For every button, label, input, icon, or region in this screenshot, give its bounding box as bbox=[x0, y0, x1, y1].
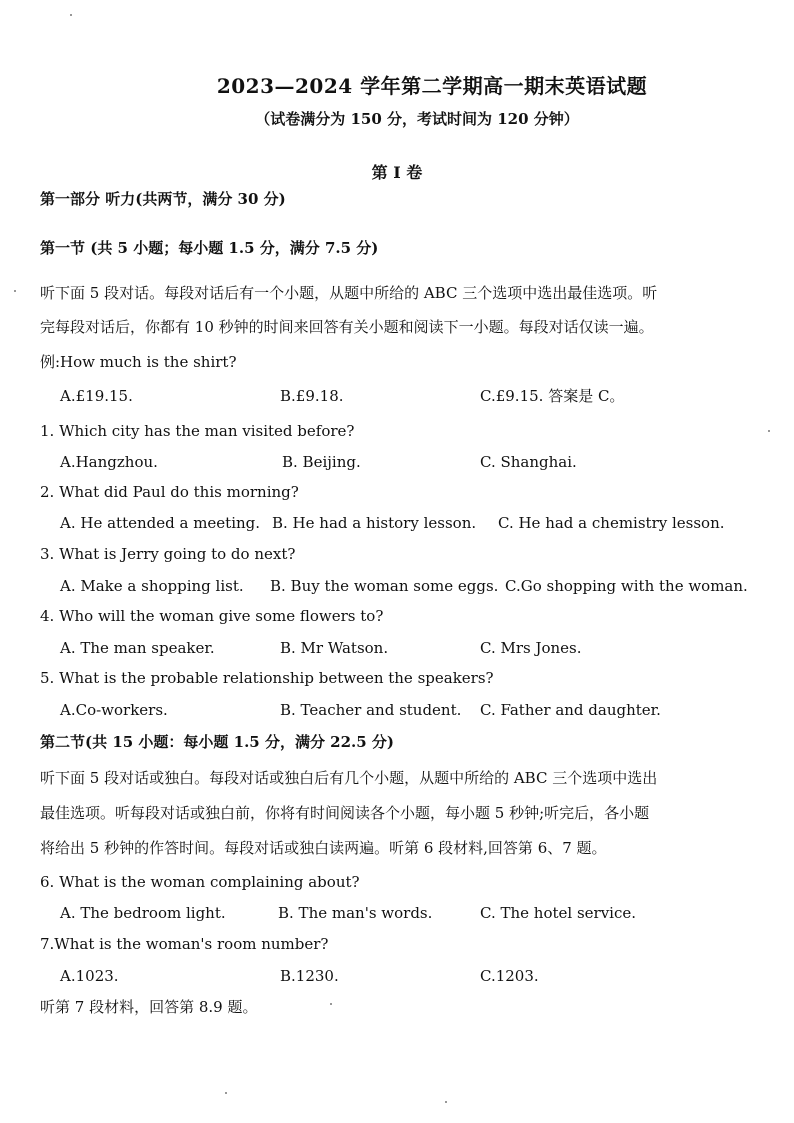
option-a: A.Co-workers. bbox=[60, 701, 168, 719]
question-6-options bbox=[0, 902, 794, 924]
question-4-options bbox=[0, 637, 794, 659]
question-7: 7.What is the woman's room number? bbox=[40, 935, 329, 953]
scan-speck bbox=[330, 1003, 332, 1005]
option-b: B.£9.18. bbox=[280, 387, 344, 405]
scan-speck bbox=[14, 290, 16, 292]
option-b: B. He had a history lesson. bbox=[272, 514, 477, 532]
option-c: C.1203. bbox=[480, 967, 539, 985]
question-1: 1. Which city has the man visited before? bbox=[40, 422, 355, 440]
option-c: C.Go shopping with the woman. bbox=[505, 577, 748, 595]
instruction-line: 听下面 5 段对话或独白。每段对话或独白后有几个小题，从题中所给的 ABC 三个选项中选出 bbox=[40, 769, 658, 787]
question-6: 6. What is the woman complaining about? bbox=[40, 873, 360, 891]
scan-speck bbox=[70, 14, 72, 16]
instruction-line: 将给出 5 秒钟的作答时间。每段对话或独白读两遍。听第 6 段材料,回答第 6、7 题。 bbox=[40, 839, 607, 857]
option-a: A. He attended a meeting. bbox=[60, 514, 261, 532]
question-4: 4. Who will the woman give some flowers to? bbox=[40, 607, 384, 625]
exam-info: （试卷满分为 150 分，考试时间为 120 分钟） bbox=[255, 110, 579, 128]
option-c: C. The hotel service. bbox=[480, 904, 637, 922]
part1-heading: 第一部分 听力(共两节，满分 30 分) bbox=[40, 190, 286, 208]
scan-speck bbox=[445, 1101, 447, 1103]
question-5: 5. What is the probable relationship between the speakers? bbox=[40, 669, 494, 687]
option-b: B.1230. bbox=[280, 967, 339, 985]
question-5-options bbox=[0, 699, 794, 721]
section1-heading: 第一节 (共 5 小题；每小题 1.5 分，满分 7.5 分) bbox=[40, 239, 379, 257]
question-1-options bbox=[0, 451, 794, 473]
option-a: A. The man speaker. bbox=[60, 639, 215, 657]
example-question: 例:How much is the shirt? bbox=[40, 353, 237, 371]
option-a: A.1023. bbox=[60, 967, 119, 985]
option-a: A.Hangzhou. bbox=[60, 453, 158, 471]
option-c: C.£9.15. 答案是 C。 bbox=[480, 387, 625, 405]
option-a: A. Make a shopping list. bbox=[60, 577, 244, 595]
closing-instruction: 听第 7 段材料，回答第 8.9 题。 bbox=[40, 998, 258, 1016]
option-a: A. The bedroom light. bbox=[60, 904, 226, 922]
option-c: C. Mrs Jones. bbox=[480, 639, 582, 657]
scan-speck bbox=[768, 430, 770, 432]
instruction-line: 完每段对话后，你都有 10 秒钟的时间来回答有关小题和阅读下一小题。每段对话仅读一遍。 bbox=[40, 318, 654, 336]
question-2-options bbox=[0, 512, 794, 534]
option-b: B. Beijing. bbox=[282, 453, 361, 471]
question-3-options bbox=[0, 575, 794, 597]
section2-heading: 第二节(共 15 小题：每小题 1.5 分，满分 22.5 分) bbox=[40, 733, 395, 751]
question-3: 3. What is Jerry going to do next? bbox=[40, 545, 296, 563]
volume-label: 第 I 卷 bbox=[371, 163, 423, 182]
question-7-options bbox=[0, 965, 794, 987]
option-b: B. Mr Watson. bbox=[280, 639, 389, 657]
option-b: B. The man's words. bbox=[278, 904, 433, 922]
page-title: 2023—2024 学年第二学期高一期末英语试题 bbox=[216, 74, 648, 98]
instruction-line: 最佳选项。听每段对话或独白前，你将有时间阅读各个小题，每小题 5 秒钟;听完后，各小题 bbox=[40, 804, 650, 822]
option-c: C. He had a chemistry lesson. bbox=[498, 514, 725, 532]
option-b: B. Teacher and student. bbox=[280, 701, 462, 719]
example-options bbox=[0, 385, 794, 407]
option-c: C. Father and daughter. bbox=[480, 701, 661, 719]
option-a: A.£19.15. bbox=[60, 387, 133, 405]
question-2: 2. What did Paul do this morning? bbox=[40, 483, 299, 501]
option-b: B. Buy the woman some eggs. bbox=[270, 577, 499, 595]
instruction-line: 听下面 5 段对话。每段对话后有一个小题，从题中所给的 ABC 三个选项中选出最佳选项。听 bbox=[40, 284, 658, 302]
option-c: C. Shanghai. bbox=[480, 453, 577, 471]
scan-speck bbox=[225, 1092, 227, 1094]
